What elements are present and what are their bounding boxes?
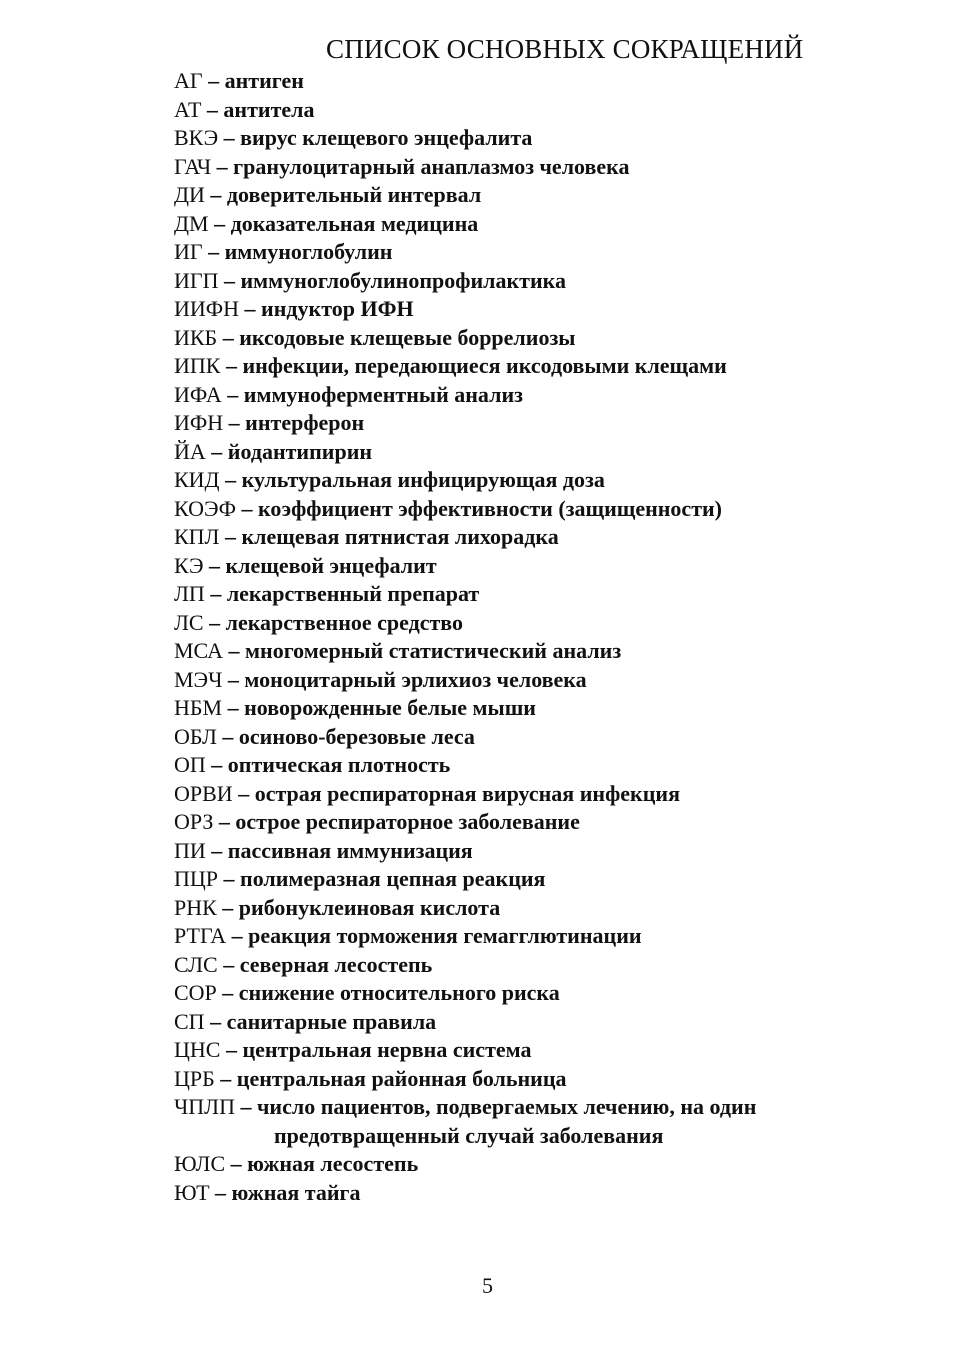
abbreviation-entry [174,922,854,951]
abbreviation-entry [174,324,854,353]
abbreviation-separator: – [216,894,239,920]
abbreviation-definition-continued: предотвращенный случай заболевания [274,1122,664,1148]
abbreviation-entry [174,865,854,894]
abbreviation-separator: – [221,381,244,407]
abbreviation-entry [174,124,854,153]
abbreviation-separator: – [232,780,255,806]
abbreviation-definition: клещевой энцефалит [225,552,437,578]
abbreviation-separator: – [218,267,241,293]
abbreviation-term: ПИ [174,837,206,863]
abbreviation-separator: – [222,695,245,720]
abbreviation-separator: – [204,581,227,606]
abbreviation-term: ИИФН [174,296,240,321]
abbreviation-definition: новорожденные белые мыши [244,695,536,720]
abbreviation-separator: – [225,1151,248,1176]
abbreviation-separator: – [214,1065,237,1091]
abbreviation-term: ЮЛС [174,1151,226,1176]
abbreviation-separator: – [208,210,231,236]
abbreviation-separator: – [204,182,227,207]
abbreviation-definition: иммуноглобулин [224,239,393,264]
abbreviation-entry [174,552,854,581]
abbreviation-definition: центральная районная больница [236,1065,567,1091]
abbreviation-entry [174,381,854,410]
abbreviation-separator: – [217,324,240,350]
abbreviation-separator: – [205,438,228,464]
abbreviation-entry [174,1036,854,1065]
abbreviation-definition: осиново-березовые леса [238,723,475,749]
abbreviation-separator: – [223,638,246,663]
abbreviation-separator: – [216,723,239,749]
abbreviation-entry [174,694,854,723]
abbreviation-term: ИКБ [174,324,218,350]
abbreviation-definition: число пациентов, подвергаемых лечению, на один [257,1094,757,1119]
abbreviation-separator: – [220,1037,243,1062]
abbreviation-definition: острое респираторное заболевание [235,809,580,834]
abbreviation-term: ПЦР [174,866,219,891]
abbreviation-term: ЮТ [174,1179,210,1205]
abbreviation-definition: антиген [224,68,304,93]
abbreviation-definition: центральная нервна система [242,1037,532,1062]
abbreviation-term: ИГ [174,239,203,264]
abbreviation-entry [174,495,854,524]
abbreviation-entry [174,1065,854,1094]
abbreviation-separator: – [205,752,228,777]
abbreviation-entry [174,837,854,866]
abbreviation-entry [174,1008,854,1037]
abbreviation-separator: – [222,666,245,692]
abbreviation-definition: клещевая пятнистая лихорадка [241,524,559,549]
abbreviation-separator: – [216,980,239,1005]
abbreviation-definition: оптическая плотность [227,752,451,777]
abbreviation-entry [174,67,854,96]
abbreviation-separator: – [209,1179,232,1205]
abbreviation-term: АТ [174,96,202,122]
abbreviation-definition: острая респираторная вирусная инфекция [254,780,680,806]
abbreviation-term: ИФА [174,381,222,407]
abbreviation-entry [174,637,854,666]
abbreviation-term: ЦНС [174,1037,221,1062]
abbreviation-term: ДМ [174,210,209,236]
abbreviation-separator: – [201,96,224,122]
abbreviation-term: ИФН [174,410,224,435]
abbreviation-definition: южная лесостепь [247,1151,419,1176]
abbreviation-entry [174,238,854,267]
abbreviation-entry [174,295,854,324]
abbreviation-definition: лекарственный препарат [226,581,480,606]
abbreviation-definition: реакция торможения гемагглютинации [248,923,642,948]
abbreviation-term: ОРВИ [174,780,233,806]
abbreviation-entry [174,808,854,837]
abbreviation-term: СЛС [174,951,218,977]
abbreviation-entry [174,523,854,552]
abbreviation-separator: – [203,609,226,635]
abbreviation-separator: – [213,809,236,834]
abbreviation-term: ОБЛ [174,723,217,749]
abbreviation-entry [174,210,854,239]
abbreviation-separator: – [203,552,226,578]
abbreviation-separator: – [202,68,225,93]
abbreviation-entry [174,409,854,438]
abbreviation-term: КЭ [174,552,204,578]
abbreviation-definition: гранулоцитарный анаплазмоз человека [233,153,630,179]
abbreviation-term: ГАЧ [174,153,212,179]
abbreviation-term: СОР [174,980,217,1005]
abbreviation-entry [174,466,854,495]
abbreviation-definition: иммуноглобулинопрофилактика [240,267,566,293]
abbreviation-definition: инфекции, передающиеся иксодовыми клещами [242,353,727,378]
abbreviation-term: ИГП [174,267,219,293]
abbreviation-definition: интерферон [245,410,365,435]
abbreviation-definition: коэффициент эффективности (защищенности) [258,495,723,521]
abbreviation-term: РНК [174,894,217,920]
abbreviation-entry [174,951,854,980]
abbreviation-entry [174,780,854,809]
abbreviation-definition: вирус клещевого энцефалита [240,125,533,150]
abbreviation-separator: – [202,239,225,264]
abbreviation-term: СП [174,1008,205,1034]
abbreviation-separator: – [217,951,240,977]
abbreviation-definition: снижение относительного риска [238,980,560,1005]
abbreviation-definition: полимеразная цепная реакция [240,866,546,891]
abbreviation-separator: – [236,495,259,521]
abbreviation-term: ЦРБ [174,1065,215,1091]
abbreviation-definition: йодантипирин [227,438,373,464]
abbreviation-separator: – [223,410,246,435]
abbreviation-term: АГ [174,68,203,93]
abbreviation-separator: – [239,296,262,321]
abbreviation-entry [174,96,854,125]
abbreviation-term: КОЭФ [174,495,237,521]
abbreviation-term: КИД [174,467,220,492]
abbreviation-definition: южная тайга [231,1179,361,1205]
abbreviation-entry [174,580,854,609]
abbreviation-separator: – [219,467,242,492]
abbreviation-list [174,67,854,1207]
abbreviation-definition: доказательная медицина [230,210,479,236]
abbreviation-definition: индуктор ИФН [261,296,414,321]
abbreviation-term: ДИ [174,182,205,207]
abbreviation-definition: многомерный статистический анализ [245,638,622,663]
abbreviation-entry [174,609,854,638]
abbreviation-separator: – [219,524,242,549]
page-title: СПИСОК ОСНОВНЫХ СОКРАЩЕНИЙ [326,34,804,64]
abbreviation-definition: иммуноферментный анализ [243,381,523,407]
abbreviation-term: ЧПЛП [174,1094,235,1119]
abbreviation-definition: санитарные правила [226,1008,437,1034]
abbreviation-entry [174,666,854,695]
abbreviation-entry [174,723,854,752]
abbreviation-definition: доверительный интервал [226,182,482,207]
abbreviation-term: ИПК [174,353,221,378]
abbreviation-definition: пассивная иммунизация [227,837,473,863]
abbreviation-term: ЙА [174,438,206,464]
abbreviation-separator: – [204,1008,227,1034]
page-number: 5 [482,1273,493,1298]
abbreviation-entry [174,267,854,296]
abbreviation-separator: – [220,353,243,378]
abbreviation-entry [174,352,854,381]
abbreviation-definition: лекарственное средство [225,609,464,635]
abbreviation-term: ЛС [174,609,204,635]
abbreviation-term: МСА [174,638,224,663]
abbreviation-term: ОРЗ [174,809,214,834]
abbreviation-definition: иксодовые клещевые боррелиозы [239,324,576,350]
abbreviation-entry [174,1093,854,1150]
abbreviation-separator: – [235,1094,257,1119]
abbreviation-term: РТГА [174,923,227,948]
abbreviation-definition: антитела [223,96,315,122]
abbreviation-entry [174,751,854,780]
abbreviation-entry [174,894,854,923]
abbreviation-term: ЛП [174,581,205,606]
abbreviation-separator: – [218,125,241,150]
abbreviation-definition: культуральная инфицирующая доза [241,467,605,492]
abbreviation-definition: моноцитарный эрлихиоз человека [244,666,587,692]
abbreviation-separator: – [218,866,241,891]
abbreviation-separator: – [226,923,249,948]
abbreviation-entry [174,153,854,182]
abbreviation-entry [174,1179,854,1208]
abbreviation-entry [174,438,854,467]
abbreviation-term: ОП [174,752,206,777]
abbreviation-entry [174,1150,854,1179]
abbreviation-term: МЭЧ [174,666,223,692]
abbreviation-term: ВКЭ [174,125,219,150]
abbreviation-term: НБМ [174,695,223,720]
abbreviation-separator: – [211,153,234,179]
abbreviation-entry [174,181,854,210]
abbreviation-definition: рибонуклеиновая кислота [238,894,501,920]
abbreviation-term: КПЛ [174,524,220,549]
abbreviation-definition: северная лесостепь [239,951,433,977]
abbreviation-entry [174,979,854,1008]
abbreviation-separator: – [205,837,228,863]
